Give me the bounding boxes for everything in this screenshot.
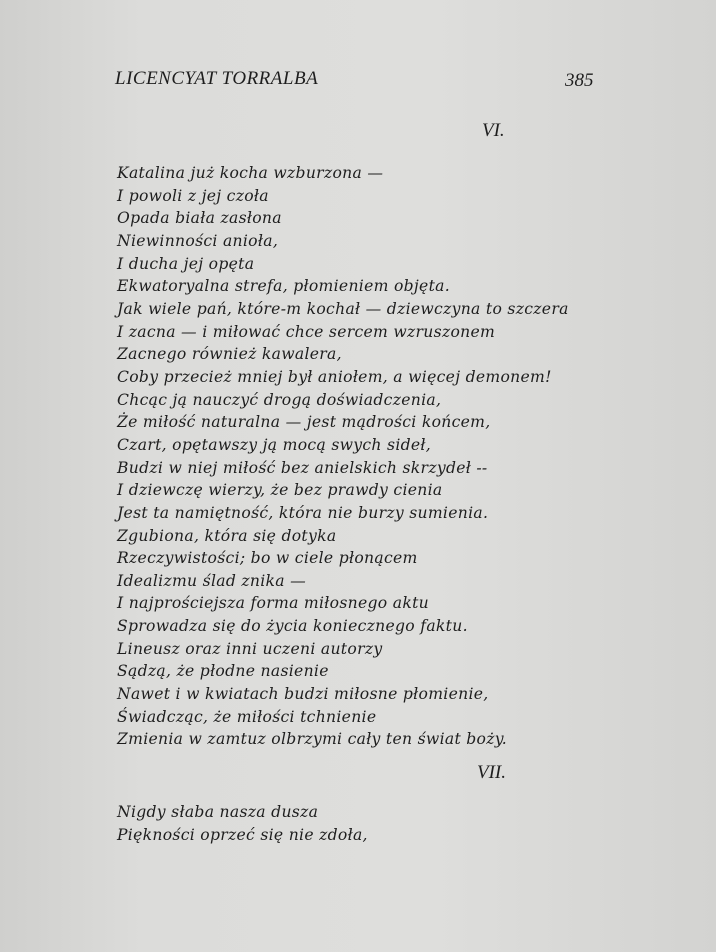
- poem-line: Jak wiele pań, które-m kochał — dziewczyna to szczera: [117, 299, 569, 318]
- poem-line: Zgubiona, która się dotyka: [117, 526, 337, 545]
- poem-line: Nigdy słaba nasza dusza: [117, 803, 319, 821]
- poem-line: Budzi w niej miłość bez anielskich skrzydeł --: [117, 458, 488, 477]
- poem-line: Zmienia w zamtuz olbrzymi cały ten świat boży.: [117, 730, 508, 749]
- poem-line: Ekwatoryalna strefa, płomieniem objęta.: [117, 277, 450, 296]
- poem-line: Piękności oprzeć się nie zdoła,: [117, 825, 368, 844]
- poem-line: Coby przecież mniej był aniołem, a więcej demonem!: [117, 367, 552, 386]
- poem-line: I dziewczę wierzy, że bez prawdy cienia: [117, 481, 443, 500]
- poem-line: Rzeczywistości; bo w ciele płonącem: [117, 549, 418, 568]
- poem-line: Jest ta namiętność, która nie burzy sumienia.: [117, 503, 489, 522]
- poem-line: Katalina już kocha wzburzona —: [117, 164, 384, 182]
- poem-line: Sądzą, że płodne nasienie: [117, 662, 329, 681]
- poem-line: Idealizmu ślad znika —: [117, 571, 307, 590]
- poem-line: I ducha jej opęta: [117, 254, 255, 273]
- poem-line: I powoli z jej czoła: [117, 186, 269, 205]
- poem-line: Sprowadza się do życia koniecznego faktu.: [117, 617, 468, 636]
- poem-line: Czart, opętawszy ją mocą swych sideł,: [117, 435, 432, 454]
- poem-line: Chcąc ją nauczyć drogą doświadczenia,: [117, 390, 442, 409]
- poem-line: Lineusz oraz inni uczeni autorzy: [117, 639, 383, 658]
- section-heading-vi: VI.: [482, 120, 505, 141]
- poem-line: I najprościejsza forma miłosnego aktu: [117, 594, 430, 613]
- poem-line: Zacnego również kawalera,: [117, 345, 342, 364]
- poem-line: Świadcząc, że miłości tchnienie: [117, 707, 377, 726]
- poem-line: Niewinności anioła,: [117, 231, 279, 250]
- poem-line: Opada biała zasłona: [117, 209, 282, 228]
- section-heading-vii: VII.: [477, 762, 507, 783]
- poem-line: I zacna — i miłować chce sercem wzruszonem: [117, 322, 496, 341]
- poem-line: Że miłość naturalna — jest mądrości końcem,: [117, 413, 491, 432]
- poem-stanza-vi: [117, 162, 569, 751]
- running-title: LICENCYAT TORRALBA: [115, 68, 319, 89]
- page-number: 385: [565, 70, 594, 91]
- poem-line: Nawet i w kwiatach budzi miłosne płomienie,: [117, 685, 489, 704]
- poem-stanza-vii: [117, 801, 368, 846]
